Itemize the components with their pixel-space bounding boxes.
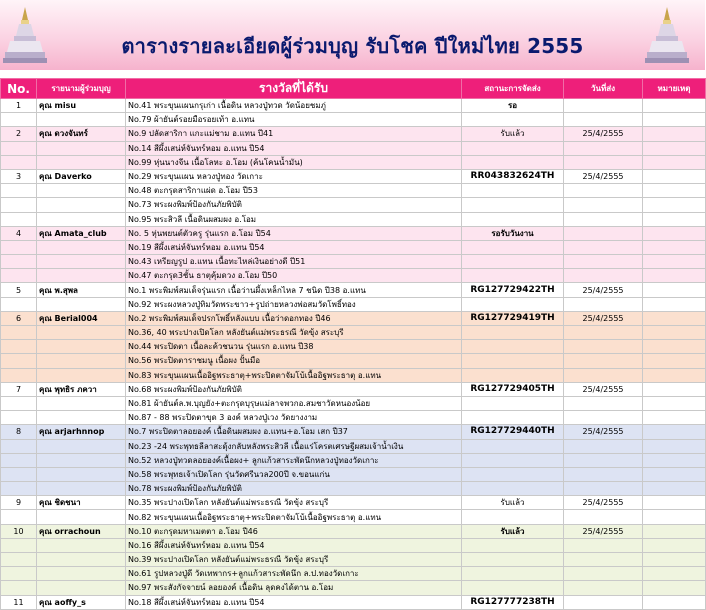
note-cell[interactable] bbox=[643, 212, 706, 226]
prize-cell[interactable]: No.58 พระพุทธเจ้าเปิดโลก รุ่นวัดศรีนวล200ปี จ.ขอนแก่น bbox=[126, 467, 462, 481]
participant-name-cell[interactable]: คุณ Amata_club bbox=[37, 226, 126, 240]
prize-cell[interactable]: No.92 พระผงหลวงปู่ทิมวัดพระขาว+รูปถ่ายหลวงพ่อสมวัดโพธิ์ทอง bbox=[126, 297, 462, 311]
row-number-cell[interactable] bbox=[1, 340, 37, 354]
prize-cell[interactable]: No.97 พระสังกัจจายน์ ลอยองค์ เนื้อดิน ลุดคงได้ตาน อ.โอม bbox=[126, 581, 462, 595]
ship-date-cell[interactable] bbox=[564, 269, 643, 283]
table-row[interactable] bbox=[1, 127, 706, 141]
row-number-cell[interactable]: 6 bbox=[1, 311, 37, 325]
shipping-status-cell[interactable] bbox=[462, 368, 564, 382]
ship-date-cell[interactable]: 25/4/2555 bbox=[564, 311, 643, 325]
note-cell[interactable] bbox=[643, 184, 706, 198]
ship-date-cell[interactable] bbox=[564, 396, 643, 410]
note-cell[interactable] bbox=[643, 581, 706, 595]
shipping-status-cell[interactable]: RG127729405TH bbox=[462, 382, 564, 396]
shipping-status-cell[interactable] bbox=[462, 453, 564, 467]
table-row[interactable] bbox=[1, 113, 706, 127]
ship-date-cell[interactable] bbox=[564, 581, 643, 595]
shipping-status-cell[interactable] bbox=[462, 439, 564, 453]
table-row[interactable] bbox=[1, 269, 706, 283]
ship-date-cell[interactable] bbox=[564, 141, 643, 155]
table-row[interactable] bbox=[1, 439, 706, 453]
row-number-cell[interactable] bbox=[1, 354, 37, 368]
prize-cell[interactable]: No.44 พระปิดตา เนื้อละค้วชนวน รุ่นแรก อ.แทน ปี38 bbox=[126, 340, 462, 354]
participant-name-cell[interactable] bbox=[37, 411, 126, 425]
participant-name-cell[interactable] bbox=[37, 240, 126, 254]
table-row[interactable] bbox=[1, 524, 706, 538]
table-row[interactable] bbox=[1, 510, 706, 524]
participant-name-cell[interactable] bbox=[37, 198, 126, 212]
shipping-status-cell[interactable]: รับแล้ว bbox=[462, 524, 564, 538]
participant-name-cell[interactable] bbox=[37, 368, 126, 382]
table-row[interactable] bbox=[1, 184, 706, 198]
shipping-status-cell[interactable] bbox=[462, 567, 564, 581]
page-title: ตารางรายละเอียดผู้ร่วมบุญ รับโชค ปีใหม่ไทย 2555 bbox=[121, 34, 584, 58]
row-number-cell[interactable] bbox=[1, 581, 37, 595]
row-number-cell[interactable]: 7 bbox=[1, 382, 37, 396]
shipping-status-cell[interactable] bbox=[462, 212, 564, 226]
shipping-status-cell[interactable] bbox=[462, 240, 564, 254]
shipping-status-cell[interactable]: รับแล้ว bbox=[462, 127, 564, 141]
row-number-cell[interactable]: 4 bbox=[1, 226, 37, 240]
ship-date-cell[interactable] bbox=[564, 184, 643, 198]
note-cell[interactable] bbox=[643, 155, 706, 169]
note-cell[interactable] bbox=[643, 524, 706, 538]
shipping-status-cell[interactable] bbox=[462, 553, 564, 567]
table-row[interactable] bbox=[1, 496, 706, 510]
row-number-cell[interactable] bbox=[1, 411, 37, 425]
row-number-cell[interactable] bbox=[1, 269, 37, 283]
table-header-row bbox=[1, 79, 706, 99]
note-cell[interactable] bbox=[643, 141, 706, 155]
participant-name-cell[interactable] bbox=[37, 155, 126, 169]
note-cell[interactable] bbox=[643, 553, 706, 567]
participant-name-cell[interactable] bbox=[37, 538, 126, 552]
prize-cell[interactable]: No.82 พระขุนแผนเนื้ออิฐพระธาตุ+พระปิดตาจัมโบ้เนื้ออิฐพระธาตุ อ.แทน bbox=[126, 510, 462, 524]
ship-date-cell[interactable] bbox=[564, 113, 643, 127]
table-row[interactable] bbox=[1, 240, 706, 254]
shipping-status-cell[interactable] bbox=[462, 411, 564, 425]
column-header-note[interactable]: หมายเหตุ bbox=[643, 79, 706, 99]
prize-cell[interactable]: No.35 พระปางเปิดโลก หลังยันต์แม่พระธรณี วัดขุ้ง สระบุรี bbox=[126, 496, 462, 510]
ship-date-cell[interactable] bbox=[564, 226, 643, 240]
table-row[interactable] bbox=[1, 538, 706, 552]
ship-date-cell[interactable] bbox=[564, 567, 643, 581]
table-row[interactable] bbox=[1, 283, 706, 297]
prize-cell[interactable]: No.95 พระสิวลี เนื้อดินผสมผง อ.โอม bbox=[126, 212, 462, 226]
shipping-status-cell[interactable] bbox=[462, 155, 564, 169]
participant-name-cell[interactable]: คุณ Berial004 bbox=[37, 311, 126, 325]
participant-name-cell[interactable] bbox=[37, 113, 126, 127]
row-number-cell[interactable]: 1 bbox=[1, 99, 37, 113]
note-cell[interactable] bbox=[643, 453, 706, 467]
note-cell[interactable] bbox=[643, 595, 706, 609]
shipping-status-cell[interactable] bbox=[462, 396, 564, 410]
participant-name-cell[interactable] bbox=[37, 510, 126, 524]
row-number-cell[interactable] bbox=[1, 538, 37, 552]
prize-cell[interactable]: No.83 พระขุนแผนเนื้ออิฐพระธาตุ+พระปิดตาจัมโบ้เนื้ออิฐพระธาตุ อ.แทน bbox=[126, 368, 462, 382]
row-number-cell[interactable] bbox=[1, 184, 37, 198]
participant-name-cell[interactable] bbox=[37, 326, 126, 340]
ship-date-cell[interactable] bbox=[564, 212, 643, 226]
note-cell[interactable] bbox=[643, 240, 706, 254]
note-cell[interactable] bbox=[643, 411, 706, 425]
shipping-status-cell[interactable]: รอรับวันงาน bbox=[462, 226, 564, 240]
row-number-cell[interactable] bbox=[1, 155, 37, 169]
table-row[interactable] bbox=[1, 255, 706, 269]
participant-name-cell[interactable] bbox=[37, 553, 126, 567]
shipping-status-cell[interactable] bbox=[462, 354, 564, 368]
prize-cell[interactable]: No.7 พระปิดตาลอยองค์ เนื้อดินผสมผง อ.แทน+อ.โอม เสก ปี37 bbox=[126, 425, 462, 439]
prize-cell[interactable]: No.78 พระผงพิมพ์ป้องกันภัยพิบัติ bbox=[126, 482, 462, 496]
participant-name-cell[interactable] bbox=[37, 269, 126, 283]
table-row[interactable] bbox=[1, 425, 706, 439]
note-cell[interactable] bbox=[643, 368, 706, 382]
note-cell[interactable] bbox=[643, 396, 706, 410]
participants-table bbox=[0, 78, 706, 610]
note-cell[interactable] bbox=[643, 425, 706, 439]
prize-cell[interactable]: No.61 รูปหลวงปู่ดี วัดเทพากร+ลูกแก้วสาระพัดนึก ล.ป.ทองวัดเกาะ bbox=[126, 567, 462, 581]
participant-name-cell[interactable] bbox=[37, 340, 126, 354]
ship-date-cell[interactable]: 25/4/2555 bbox=[564, 283, 643, 297]
prize-cell[interactable]: No.2 พระพิมพ์สมเด็จปรกโพธิ์หลังแบบ เนื้อว่าดอกทอง ปี46 bbox=[126, 311, 462, 325]
prize-cell[interactable]: No.23 -24 พระพุทธลีลาสะดุ้งกลับหลังพระสิวลี เนื้อแร่โครตเศรษฐีผสมเจ้าน้ำเงิน bbox=[126, 439, 462, 453]
row-number-cell[interactable] bbox=[1, 482, 37, 496]
note-cell[interactable] bbox=[643, 255, 706, 269]
ship-date-cell[interactable] bbox=[564, 482, 643, 496]
note-cell[interactable] bbox=[643, 283, 706, 297]
prize-cell[interactable]: No.18 สีผึ้งเสน่ห์จันทร์หอม อ.แทน ปี54 bbox=[126, 595, 462, 609]
prize-cell[interactable]: No.41 พระขุนแผนกรุเก่า เนื้อดิน หลวงปู่ทวด วัดน้อยชมภู่ bbox=[126, 99, 462, 113]
note-cell[interactable] bbox=[643, 311, 706, 325]
ship-date-cell[interactable]: 25/4/2555 bbox=[564, 524, 643, 538]
ship-date-cell[interactable] bbox=[564, 595, 643, 609]
row-number-cell[interactable] bbox=[1, 510, 37, 524]
table-body bbox=[1, 99, 706, 610]
prize-cell[interactable]: No.39 พระปางเปิดโลก หลังยันต์แม่พระธรณี วัดขุ้ง สระบุรี bbox=[126, 553, 462, 567]
note-cell[interactable] bbox=[643, 198, 706, 212]
table-row[interactable] bbox=[1, 354, 706, 368]
ship-date-cell[interactable] bbox=[564, 198, 643, 212]
table-row[interactable] bbox=[1, 482, 706, 496]
participant-name-cell[interactable] bbox=[37, 453, 126, 467]
prize-cell[interactable]: No.29 พระขุนแผน หลวงปู่ทอง วัดเกาะ bbox=[126, 169, 462, 183]
row-number-cell[interactable] bbox=[1, 198, 37, 212]
column-header-prize[interactable]: รางวัลที่ได้รับ bbox=[126, 79, 462, 99]
table-row[interactable] bbox=[1, 453, 706, 467]
row-number-cell[interactable]: 9 bbox=[1, 496, 37, 510]
ship-date-cell[interactable]: 25/4/2555 bbox=[564, 382, 643, 396]
shipping-status-cell[interactable]: รอ bbox=[462, 99, 564, 113]
ship-date-cell[interactable]: 25/4/2555 bbox=[564, 169, 643, 183]
row-number-cell[interactable]: 8 bbox=[1, 425, 37, 439]
ship-date-cell[interactable] bbox=[564, 155, 643, 169]
shipping-status-cell[interactable] bbox=[462, 581, 564, 595]
row-number-cell[interactable] bbox=[1, 113, 37, 127]
ship-date-cell[interactable] bbox=[564, 411, 643, 425]
column-header-name[interactable]: รายนามผู้ร่วมบุญ bbox=[37, 79, 126, 99]
participant-name-cell[interactable]: คุณ misu bbox=[37, 99, 126, 113]
prize-cell[interactable]: No.1 พระพิมพ์สมเด็จรุ่นแรก เนื้อว่านผึ้งเหล็กไหล 7 ชนิด ปี38 อ.แทน bbox=[126, 283, 462, 297]
table-row[interactable] bbox=[1, 198, 706, 212]
column-header-status[interactable]: สถานะการจัดส่ง bbox=[462, 79, 564, 99]
row-number-cell[interactable] bbox=[1, 567, 37, 581]
shipping-status-cell[interactable]: RG127729419TH bbox=[462, 311, 564, 325]
prize-cell[interactable]: No.56 พระปิดตาราชมนู เนื้อผง ปั้นมือ bbox=[126, 354, 462, 368]
row-number-cell[interactable] bbox=[1, 453, 37, 467]
note-cell[interactable] bbox=[643, 113, 706, 127]
table-row[interactable] bbox=[1, 396, 706, 410]
note-cell[interactable] bbox=[643, 382, 706, 396]
table-row[interactable] bbox=[1, 297, 706, 311]
row-number-cell[interactable]: 10 bbox=[1, 524, 37, 538]
row-number-cell[interactable] bbox=[1, 255, 37, 269]
ship-date-cell[interactable] bbox=[564, 538, 643, 552]
note-cell[interactable] bbox=[643, 99, 706, 113]
table-row[interactable] bbox=[1, 311, 706, 325]
prize-cell[interactable]: No.19 สีผึ้งเสน่ห์จันทร์หอม อ.แทน ปี54 bbox=[126, 240, 462, 254]
title-banner bbox=[0, 0, 705, 70]
ship-date-cell[interactable] bbox=[564, 326, 643, 340]
table-row[interactable] bbox=[1, 553, 706, 567]
note-cell[interactable] bbox=[643, 439, 706, 453]
ship-date-cell[interactable] bbox=[564, 340, 643, 354]
prize-cell[interactable]: No.79 ผ้ายันต์รอยมือรอยเท้า อ.แทน bbox=[126, 113, 462, 127]
participant-name-cell[interactable]: คุณ ดวงจันทร์ bbox=[37, 127, 126, 141]
table-row[interactable] bbox=[1, 326, 706, 340]
prize-cell[interactable]: No.73 พระผงพิมพ์ป้องกันภัยพิบัติ bbox=[126, 198, 462, 212]
shipping-status-cell[interactable]: RG127729422TH bbox=[462, 283, 564, 297]
participant-name-cell[interactable] bbox=[37, 297, 126, 311]
table-row[interactable] bbox=[1, 340, 706, 354]
table-row[interactable] bbox=[1, 212, 706, 226]
note-cell[interactable] bbox=[643, 326, 706, 340]
shipping-status-cell[interactable] bbox=[462, 184, 564, 198]
participant-name-cell[interactable] bbox=[37, 581, 126, 595]
row-number-cell[interactable] bbox=[1, 368, 37, 382]
row-number-cell[interactable] bbox=[1, 297, 37, 311]
ship-date-cell[interactable]: 25/4/2555 bbox=[564, 425, 643, 439]
row-number-cell[interactable] bbox=[1, 396, 37, 410]
shipping-status-cell[interactable] bbox=[462, 467, 564, 481]
note-cell[interactable] bbox=[643, 269, 706, 283]
participant-name-cell[interactable] bbox=[37, 567, 126, 581]
table-row[interactable] bbox=[1, 467, 706, 481]
participant-name-cell[interactable] bbox=[37, 255, 126, 269]
row-number-cell[interactable] bbox=[1, 439, 37, 453]
note-cell[interactable] bbox=[643, 538, 706, 552]
participant-name-cell[interactable] bbox=[37, 396, 126, 410]
ship-date-cell[interactable] bbox=[564, 453, 643, 467]
shipping-status-cell[interactable] bbox=[462, 198, 564, 212]
prize-cell[interactable]: No.36, 40 พระปางเปิดโลก หลังยันต์แม่พระธรณี วัดขุ้ง สระบุรี bbox=[126, 326, 462, 340]
row-number-cell[interactable] bbox=[1, 553, 37, 567]
shipping-status-cell[interactable] bbox=[462, 297, 564, 311]
row-number-cell[interactable]: 5 bbox=[1, 283, 37, 297]
note-cell[interactable] bbox=[643, 340, 706, 354]
shipping-status-cell[interactable] bbox=[462, 538, 564, 552]
prize-cell[interactable]: No.47 ตะกรุด3ชั้น ธาตุคุ้มดวง อ.โอม ปี50 bbox=[126, 269, 462, 283]
note-cell[interactable] bbox=[643, 127, 706, 141]
shipping-status-cell[interactable] bbox=[462, 510, 564, 524]
ship-date-cell[interactable] bbox=[564, 354, 643, 368]
ship-date-cell[interactable] bbox=[564, 240, 643, 254]
ship-date-cell[interactable]: 25/4/2555 bbox=[564, 496, 643, 510]
prize-cell[interactable]: No.10 ตะกรุดมหาเมตตา อ.โอม ปี46 bbox=[126, 524, 462, 538]
participant-name-cell[interactable]: คุณ arjarhnnop bbox=[37, 425, 126, 439]
table-row[interactable] bbox=[1, 567, 706, 581]
participant-name-cell[interactable]: คุณ Daverko bbox=[37, 169, 126, 183]
row-number-cell[interactable]: 3 bbox=[1, 169, 37, 183]
ship-date-cell[interactable] bbox=[564, 368, 643, 382]
ship-date-cell[interactable] bbox=[564, 99, 643, 113]
note-cell[interactable] bbox=[643, 482, 706, 496]
prize-cell[interactable]: No.99 หุ่นนางจีน เนื้อโลหะ อ.โอม (ค้นโคนน้ำมัน) bbox=[126, 155, 462, 169]
row-number-cell[interactable] bbox=[1, 467, 37, 481]
table-row[interactable] bbox=[1, 226, 706, 240]
table-row[interactable] bbox=[1, 595, 706, 609]
shipping-status-cell[interactable]: RR043832624TH bbox=[462, 169, 564, 183]
ship-date-cell[interactable] bbox=[564, 255, 643, 269]
table-row[interactable] bbox=[1, 411, 706, 425]
note-cell[interactable] bbox=[643, 169, 706, 183]
shipping-status-cell[interactable] bbox=[462, 340, 564, 354]
participant-name-cell[interactable]: คุณ aoffy_s bbox=[37, 595, 126, 609]
shipping-status-cell[interactable] bbox=[462, 326, 564, 340]
participant-name-cell[interactable]: คุณ พ.สุพล bbox=[37, 283, 126, 297]
participant-name-cell[interactable] bbox=[37, 439, 126, 453]
note-cell[interactable] bbox=[643, 496, 706, 510]
shipping-status-cell[interactable] bbox=[462, 269, 564, 283]
row-number-cell[interactable] bbox=[1, 240, 37, 254]
prize-cell[interactable]: No. 5 หุ่นพยนต์ตัวครู รุ่นแรก อ.โอม ปี54 bbox=[126, 226, 462, 240]
shipping-status-cell[interactable]: รับแล้ว bbox=[462, 496, 564, 510]
note-cell[interactable] bbox=[643, 226, 706, 240]
prize-cell[interactable]: No.52 หลวงปู่ทวดลอยองค์เนื้อผง+ ลูกแก้วสาระพัดนึกหลวงปู่ทองวัดเกาะ bbox=[126, 453, 462, 467]
shipping-status-cell[interactable] bbox=[462, 141, 564, 155]
ship-date-cell[interactable]: 25/4/2555 bbox=[564, 127, 643, 141]
prize-cell[interactable]: No.43 เหรียญรูป อ.แทน เนื้อทะไหล่เงินอย่างดี ปี51 bbox=[126, 255, 462, 269]
row-number-cell[interactable]: 11 bbox=[1, 595, 37, 609]
table-row[interactable] bbox=[1, 581, 706, 595]
shipping-status-cell[interactable] bbox=[462, 482, 564, 496]
note-cell[interactable] bbox=[643, 297, 706, 311]
prize-cell[interactable]: No.81 ผ้ายันต์ล.พ.บุญยัง+ตะกรุดบุรุษแม่ลาจพวกอ.สมชาวัดหนองน้อย bbox=[126, 396, 462, 410]
ship-date-cell[interactable] bbox=[564, 439, 643, 453]
row-number-cell[interactable] bbox=[1, 212, 37, 226]
table-row[interactable] bbox=[1, 169, 706, 183]
column-header-date[interactable]: วันที่ส่ง bbox=[564, 79, 643, 99]
prize-cell[interactable]: No.9 ปลัดสาริกา แกะแม่ชาม อ.แทน ปี41 bbox=[126, 127, 462, 141]
row-number-cell[interactable] bbox=[1, 326, 37, 340]
participant-name-cell[interactable] bbox=[37, 354, 126, 368]
row-number-cell[interactable] bbox=[1, 141, 37, 155]
shipping-status-cell[interactable] bbox=[462, 113, 564, 127]
shipping-status-cell[interactable]: RG127777238TH bbox=[462, 595, 564, 609]
participant-name-cell[interactable]: คุณ พุทธิร ภควา bbox=[37, 382, 126, 396]
participant-name-cell[interactable]: คุณ orrachoun bbox=[37, 524, 126, 538]
ship-date-cell[interactable] bbox=[564, 510, 643, 524]
shipping-status-cell[interactable] bbox=[462, 255, 564, 269]
table-row[interactable] bbox=[1, 382, 706, 396]
participant-name-cell[interactable] bbox=[37, 467, 126, 481]
table-row[interactable] bbox=[1, 155, 706, 169]
note-cell[interactable] bbox=[643, 567, 706, 581]
column-header-no[interactable]: No. bbox=[1, 79, 37, 99]
table-row[interactable] bbox=[1, 368, 706, 382]
participant-name-cell[interactable] bbox=[37, 212, 126, 226]
ship-date-cell[interactable] bbox=[564, 297, 643, 311]
shipping-status-cell[interactable]: RG127729440TH bbox=[462, 425, 564, 439]
participant-name-cell[interactable] bbox=[37, 184, 126, 198]
participant-name-cell[interactable] bbox=[37, 141, 126, 155]
prize-cell[interactable]: No.68 พระผงพิมพ์ป้องกันภัยพิบัติ bbox=[126, 382, 462, 396]
prize-cell[interactable]: No.16 สีผึ้งเสน่ห์จันทร์หอม อ.แทน ปี54 bbox=[126, 538, 462, 552]
prize-cell[interactable]: No.87 - 88 พระปิดตาขุด 3 องค์ หลวงปู่เวง วัดยางงาม bbox=[126, 411, 462, 425]
prize-cell[interactable]: No.48 ตะกรุดสาริกาแผ่ด อ.โอม ปี53 bbox=[126, 184, 462, 198]
participant-name-cell[interactable]: คุณ ชิดชนา bbox=[37, 496, 126, 510]
prize-cell[interactable]: No.14 สีผึ้งเสน่ห์จันทร์หอม อ.แทน ปี54 bbox=[126, 141, 462, 155]
row-number-cell[interactable]: 2 bbox=[1, 127, 37, 141]
ship-date-cell[interactable] bbox=[564, 467, 643, 481]
table-row[interactable] bbox=[1, 99, 706, 113]
temple-icon bbox=[644, 6, 690, 64]
note-cell[interactable] bbox=[643, 354, 706, 368]
table-row[interactable] bbox=[1, 141, 706, 155]
participant-name-cell[interactable] bbox=[37, 482, 126, 496]
note-cell[interactable] bbox=[643, 510, 706, 524]
note-cell[interactable] bbox=[643, 467, 706, 481]
ship-date-cell[interactable] bbox=[564, 553, 643, 567]
